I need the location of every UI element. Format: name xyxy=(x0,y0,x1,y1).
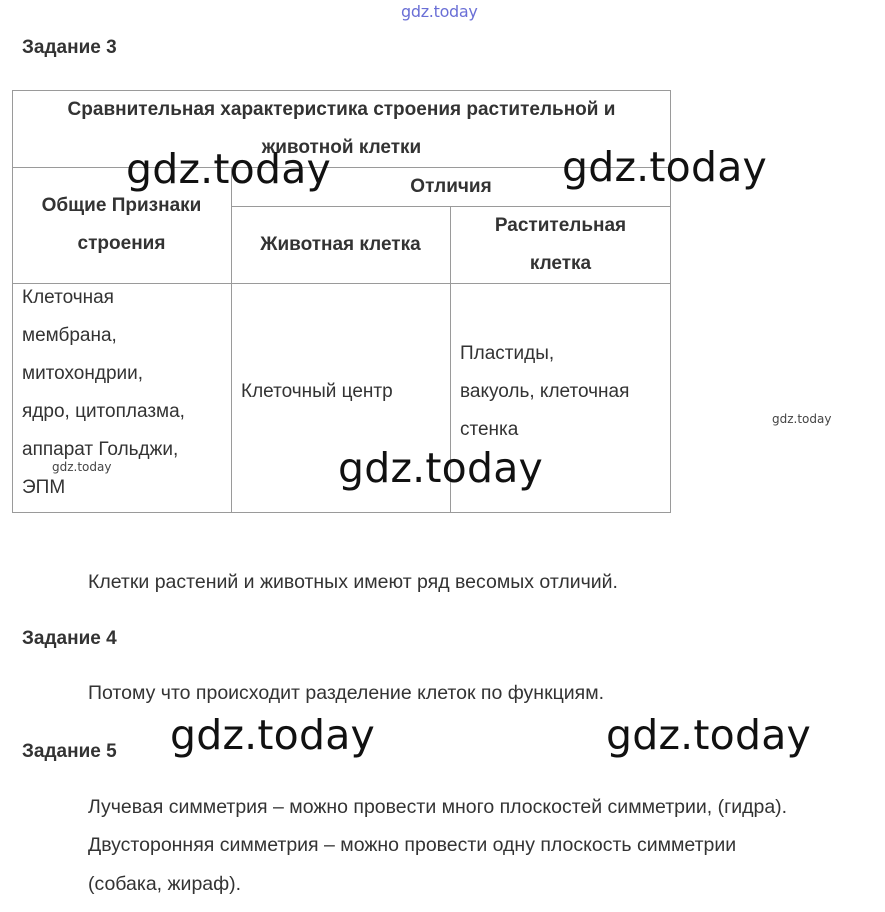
plant-line: Пластиды, xyxy=(460,343,555,364)
watermark-small: gdz.today xyxy=(52,460,112,474)
common-line: ядро, цитоплазма, xyxy=(22,401,185,422)
header-animal-cell xyxy=(231,206,450,283)
watermark-big: gdz.today xyxy=(338,444,543,492)
common-line: аппарат Гольджи, xyxy=(22,439,179,460)
header-plant-line1: Растительная xyxy=(494,214,627,236)
body-common-features xyxy=(22,279,231,509)
watermark-big: gdz.today xyxy=(126,145,331,193)
task4-answer: Потому что происходит разделение клеток по функциям. xyxy=(88,682,605,704)
plant-line: стенка xyxy=(460,419,519,440)
header-animal-label: Животная клетка xyxy=(260,233,421,255)
body-animal-cell xyxy=(241,373,450,411)
body-plant-cell xyxy=(460,335,671,449)
header-differences-label: Отличия xyxy=(410,175,492,197)
watermark-big: gdz.today xyxy=(170,711,375,759)
common-line: ЭПМ xyxy=(22,477,66,498)
watermark-small: gdz.today xyxy=(772,412,832,426)
task5-line2: Двусторонняя симметрия – можно провести одну плоскость симметрии xyxy=(88,834,737,856)
task5-heading: Задание 5 xyxy=(22,741,117,762)
header-plant-line2: клетка xyxy=(529,252,592,274)
table-title-line2: животной клетки xyxy=(261,136,422,158)
plant-line: вакуоль, клеточная xyxy=(460,381,630,402)
watermark-big: gdz.today xyxy=(606,711,811,759)
common-line: мембрана, xyxy=(22,325,117,346)
task3-answer: Клетки растений и животных имеют ряд весомых отличий. xyxy=(88,571,618,593)
header-common-line2: строения xyxy=(77,233,166,254)
table-border-bottom xyxy=(12,512,671,513)
animal-value: Клеточный центр xyxy=(241,381,393,402)
table-title-line1: Сравнительная характеристика строения растительной и xyxy=(67,98,616,120)
watermark-top: gdz.today xyxy=(401,2,478,21)
task4-heading: Задание 4 xyxy=(22,628,117,649)
header-plant-cell xyxy=(450,206,671,283)
common-line: Клеточная xyxy=(22,287,114,308)
watermark-big: gdz.today xyxy=(562,143,767,191)
task5-line3: (собака, жираф). xyxy=(88,873,242,895)
task3-heading: Задание 3 xyxy=(22,37,117,58)
header-common-line1: Общие Признаки xyxy=(41,195,202,216)
task5-line1: Лучевая симметрия – можно провести много плоскостей симметрии, (гидра). xyxy=(88,796,788,818)
common-line: митохондрии, xyxy=(22,363,144,384)
